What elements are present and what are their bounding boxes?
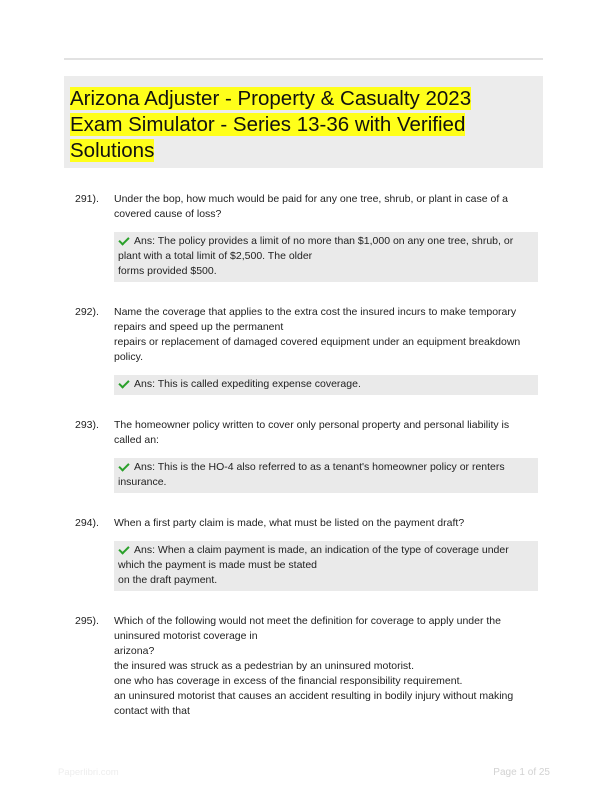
question-line: an uninsured motorist that causes an accident resulting in bodily injury without making contact with that: [114, 690, 514, 717]
answer-box: [114, 232, 538, 282]
answer-line: forms provided $500.: [118, 265, 217, 277]
question-number: 291).: [75, 193, 99, 205]
footer-site: Paperlibri.com: [58, 767, 119, 778]
question-text: [114, 305, 534, 365]
top-divider: [64, 58, 543, 60]
question-line: The homeowner policy written to cover only personal property and personal liability is called an:: [114, 419, 510, 446]
question-block: [64, 418, 543, 493]
question-line: Under the bop, how much would be paid for any one tree, shrub, or plant in case of a covered cause of loss?: [114, 193, 508, 220]
footer-page-number: Page 1 of 25: [493, 767, 550, 778]
document-title: [70, 86, 530, 164]
question-text: [114, 614, 534, 719]
question-line: repairs or replacement of damaged covered equipment under an equipment breakdown policy.: [114, 336, 521, 363]
check-icon: [118, 377, 129, 388]
question-line: Which of the following would not meet the definition for coverage to apply under the uninsured motorist coverage in: [114, 615, 501, 642]
answer-box: [114, 458, 538, 493]
question-text: [114, 192, 534, 222]
question-line: arizona?: [114, 645, 155, 657]
question-number: 292).: [75, 306, 99, 318]
check-icon: [118, 234, 129, 245]
question-block: [64, 192, 543, 282]
question-line: Name the coverage that applies to the extra cost the insured incurs to make temporary repairs and speed up the permanent: [114, 306, 517, 333]
title-line-3: Solutions: [70, 139, 155, 162]
question-block: [64, 305, 543, 395]
check-icon: [118, 460, 129, 471]
check-icon: [118, 543, 129, 554]
answer-line: Ans: This is the HO-4 also referred to as a tenant's homeowner policy or renters insurance.: [118, 461, 505, 488]
question-line: the insured was struck as a pedestrian by an uninsured motorist.: [114, 660, 414, 672]
answer-line: Ans: When a claim payment is made, an indication of the type of coverage under which the payment is made must be stated: [118, 544, 509, 571]
answer-line: Ans: The policy provides a limit of no more than $1,000 on any one tree, shrub, or plant with a total limit of $2,500. The older: [118, 235, 514, 262]
question-block: [64, 516, 543, 591]
title-line-2: Exam Simulator - Series 13-36 with Verified: [70, 113, 466, 136]
answer-box: [114, 375, 538, 395]
question-number: 295).: [75, 615, 99, 627]
question-number: 294).: [75, 517, 99, 529]
question-text: [114, 516, 534, 531]
question-block: [64, 614, 543, 719]
question-text: [114, 418, 534, 448]
answer-line: on the draft payment.: [118, 574, 218, 586]
question-line: one who has coverage in excess of the financial responsibility requirement.: [114, 675, 463, 687]
question-line: When a first party claim is made, what must be listed on the payment draft?: [114, 517, 465, 529]
question-number: 293).: [75, 419, 99, 431]
answer-box: [114, 541, 538, 591]
title-line-1: Arizona Adjuster - Property & Casualty 2023: [70, 87, 472, 110]
answer-line: Ans: This is called expediting expense coverage.: [118, 377, 534, 392]
